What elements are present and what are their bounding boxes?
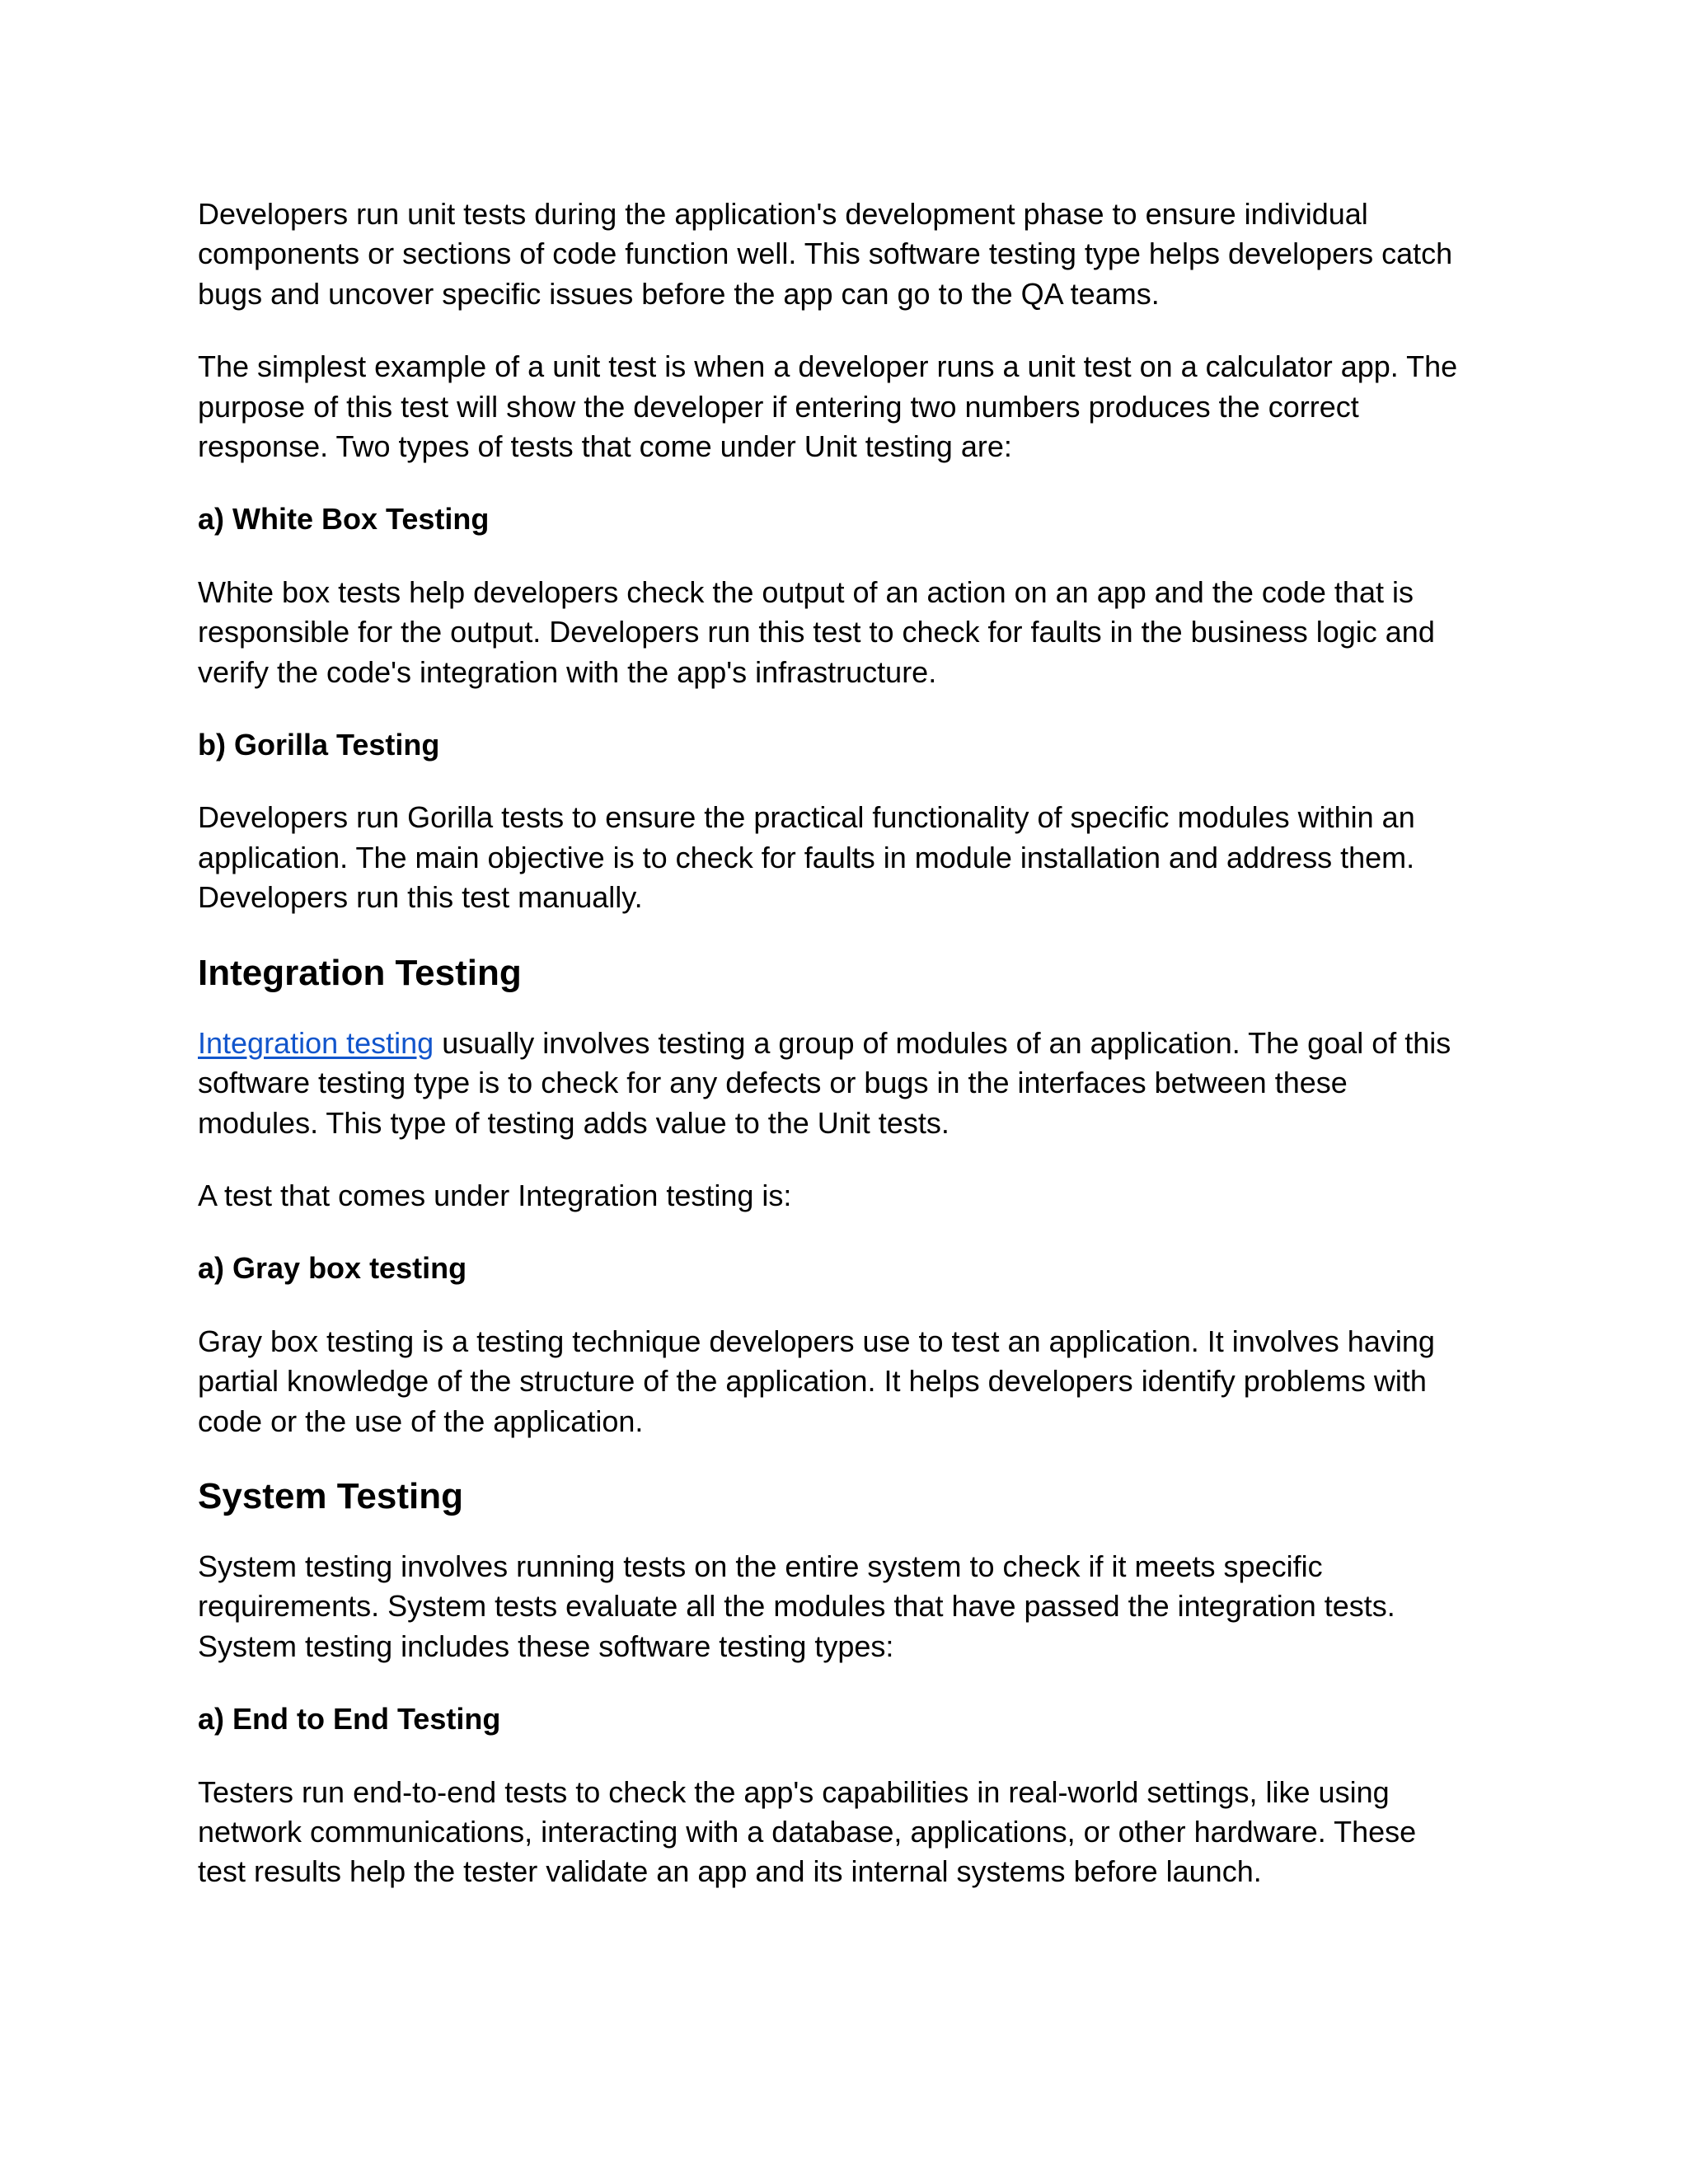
text-line: software testing type is to check for any defects or bugs in the interfaces between these	[198, 1066, 1348, 1100]
text-line: Developers run Gorilla tests to ensure the practical functionality of specific modules within an	[198, 800, 1415, 835]
text-line: modules. This type of testing adds value to the Unit tests.	[198, 1105, 950, 1140]
white-box-paragraph	[198, 573, 1517, 692]
integration-testing-link[interactable]: Integration testing	[198, 1025, 434, 1060]
gorilla-heading: b) Gorilla Testing	[198, 728, 440, 762]
text-line	[198, 1024, 1517, 1063]
unit-example-paragraph	[198, 347, 1517, 466]
system-testing-heading: System Testing	[198, 1475, 463, 1516]
text-line: System testing involves running tests on the entire system to check if it meets specific	[198, 1549, 1323, 1583]
gorilla-paragraph	[198, 798, 1517, 917]
text-line: code or the use of the application.	[198, 1404, 644, 1438]
text-line: network communications, interacting with a database, applications, or other hardware. These	[198, 1814, 1417, 1849]
text-line: System testing includes these software testing types:	[198, 1629, 894, 1663]
gray-box-paragraph	[198, 1322, 1517, 1441]
text-line: Developers run this test manually.	[198, 880, 643, 915]
white-box-heading: a) White Box Testing	[198, 502, 490, 537]
text-line: Gray box testing is a testing technique developers use to test an application. It involves having	[198, 1324, 1435, 1358]
text-line: White box tests help developers check the output of an action on an app and the code that is	[198, 574, 1414, 609]
unit-intro-paragraph	[198, 194, 1517, 314]
system-paragraph	[198, 1547, 1517, 1666]
text-line: The simplest example of a unit test is when a developer runs a unit test on a calculator app. The	[198, 349, 1458, 384]
text-line: response. Two types of tests that come under Unit testing are:	[198, 429, 1012, 464]
text-line: A test that comes under Integration testing is:	[198, 1178, 792, 1212]
gray-box-heading: a) Gray box testing	[198, 1251, 467, 1286]
text-line: requirements. System tests evaluate all the modules that have passed the integration tests.	[198, 1589, 1395, 1624]
integration-sub-intro	[198, 1176, 1517, 1216]
text-line: application. The main objective is to check for faults in module installation and address them.	[198, 840, 1415, 874]
text-line: partial knowledge of the structure of the application. It helps developers identify problems with	[198, 1364, 1427, 1399]
text-fragment: usually involves testing a group of modules of an application. The goal of this	[434, 1025, 1451, 1060]
text-line: Testers run end-to-end tests to check the app's capabilities in real-world settings, like using	[198, 1774, 1390, 1809]
text-line: test results help the tester validate an app and its internal systems before launch.	[198, 1854, 1262, 1889]
text-line: bugs and uncover specific issues before the app can go to the QA teams.	[198, 276, 1160, 311]
integration-paragraph	[198, 1024, 1517, 1143]
text-line: responsible for the output. Developers run this test to check for faults in the business logic and	[198, 615, 1435, 649]
end-to-end-paragraph	[198, 1773, 1517, 1892]
integration-testing-heading: Integration Testing	[198, 952, 522, 993]
end-to-end-heading: a) End to End Testing	[198, 1702, 501, 1736]
text-line: Developers run unit tests during the application's development phase to ensure individual	[198, 197, 1368, 231]
text-line: verify the code's integration with the app's infrastructure.	[198, 654, 937, 689]
text-line: purpose of this test will show the developer if entering two numbers produces the correct	[198, 389, 1359, 424]
text-line: components or sections of code function well. This software testing type helps developers catch	[198, 237, 1453, 271]
document-page	[198, 194, 1517, 1925]
